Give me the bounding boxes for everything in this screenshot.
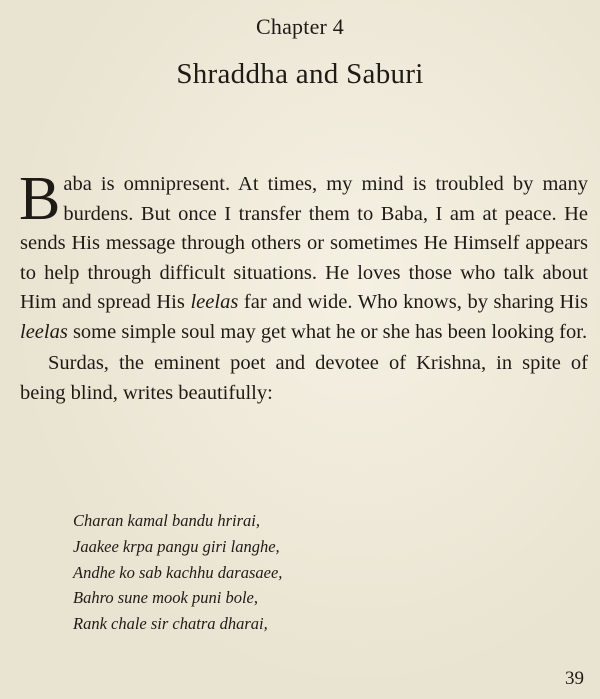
verse-line: Bahro sune mook puni bole, [73, 588, 258, 608]
paragraph-2: Surdas, the eminent poet and devotee of Krishna, in spite of being blind, writes beautifully: [20, 352, 588, 404]
paragraph-1-text-a: aba is omnipresent. At times, my mind is troubled by many burdens. But once I transfer them to Baba, I am at peace. He sends His message through others or sometimes He Himself appears to help through difficult situations. He loves those who talk about Him and spread His [20, 173, 588, 313]
verse-line: Jaakee krpa pangu giri langhe, [73, 536, 280, 556]
drop-cap: B [19, 165, 61, 233]
italic-term-leelas-1: leelas [190, 291, 239, 313]
chapter-label: Chapter 4 [256, 14, 344, 39]
page-number: 39 [565, 668, 584, 689]
paragraph-1-text-b: far and wide. Who knows, by sharing His [238, 291, 588, 313]
verse-line: Andhe ko sab kachhu darasaee, [73, 562, 283, 582]
italic-term-leelas-2: leelas [20, 320, 68, 343]
paragraph-1 [19, 165, 588, 347]
paragraph-1-text-c: some simple soul may get what he or she has been looking for. [67, 320, 588, 343]
body-text [19, 165, 588, 408]
chapter-title: Shraddha and Saburi [176, 58, 424, 90]
verse-block [73, 508, 282, 637]
verse-line: Rank chale sir chatra dharai, [73, 614, 268, 634]
verse-line: Charan kamal bandu hrirai, [73, 511, 261, 530]
